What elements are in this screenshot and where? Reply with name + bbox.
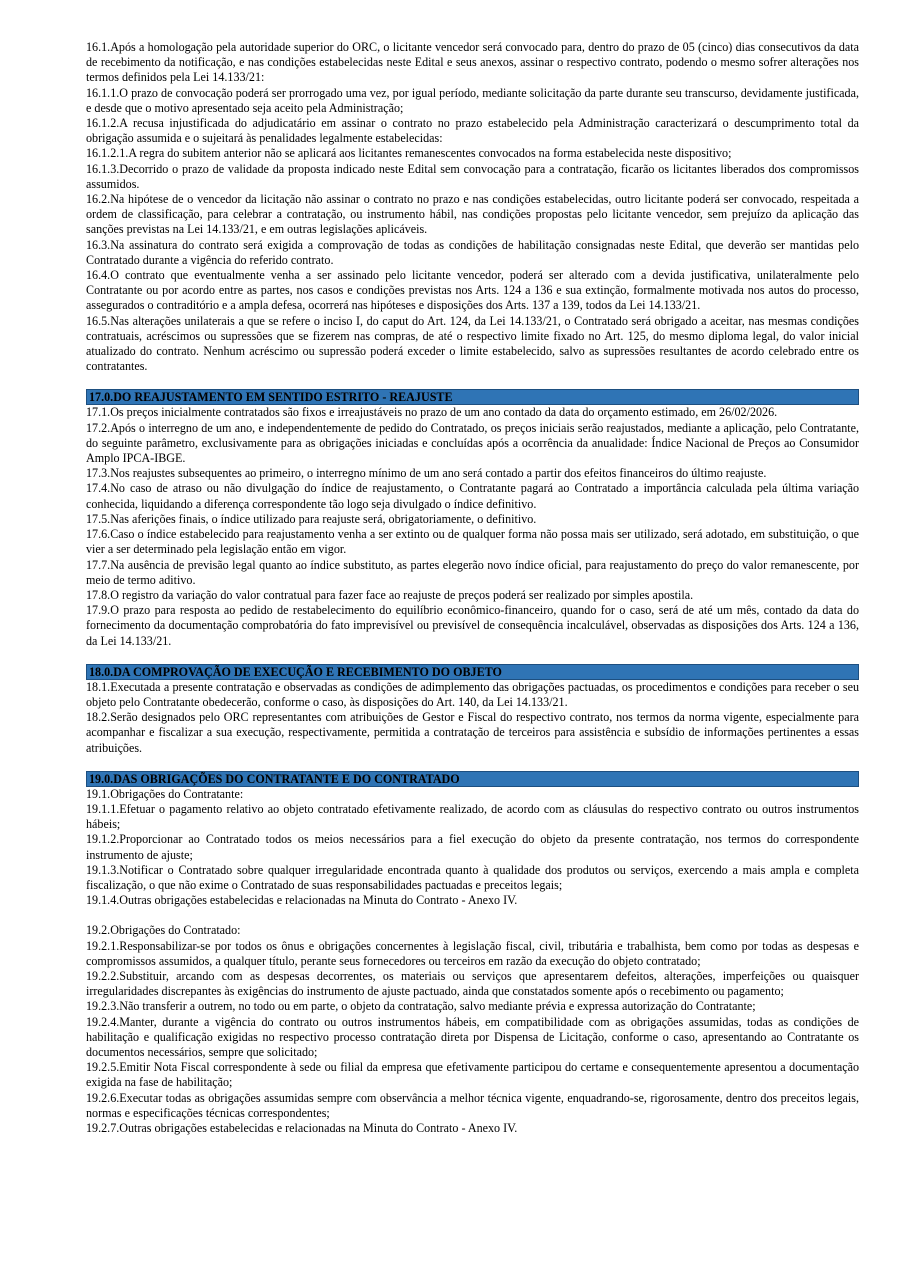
clause-17-5: 17.5.Nas aferições finais, o índice utilizado para reajuste será, obrigatoriamente, o definitivo. <box>86 511 537 526</box>
clause-16-1-3: 16.1.3.Decorrido o prazo de validade da proposta indicado neste Edital sem convocação para a contratação, ficarão os licitantes liberados dos compromissos assumidos. <box>86 161 859 191</box>
section-16 <box>86 40 859 374</box>
clause-19-2-4: 19.2.4.Manter, durante a vigência do contrato ou outros instrumentos hábeis, em compatibilidade com as obrigações assumidas, todas as condições de habilitação e qualificação exigidas no respectivo processo contratação direta por Dispensa de Licitação, conforme o caso, apresentando ao Contratante os documentos necessários, sempre que solicitado; <box>86 1014 859 1059</box>
clause-19-2-1: 19.2.1.Responsabilizar-se por todos os ônus e obrigações concernentes à legislação fiscal, civil, tributária e trabalhista, bem como por todas as despesas e compromissos assumidos, a qualquer título, perante seus fornecedores ou terceiros em razão da execução do objeto contratado; <box>86 938 859 968</box>
clause-17-8: 17.8.O registro da variação do valor contratual para fazer face ao reajuste de preços poderá ser realizado por simples apostila. <box>86 587 694 602</box>
clause-19-1: 19.1.Obrigações do Contratante: <box>86 786 244 801</box>
clause-19-2-7: 19.2.7.Outras obrigações estabelecidas e relacionadas na Minuta do Contrato - Anexo IV. <box>86 1121 518 1135</box>
clause-16-1-1: 16.1.1.O prazo de convocação poderá ser prorrogado uma vez, por igual período, mediante solicitação da parte durante seu transcurso, devidamente justificada, e desde que o motivo apresentado seja aceito pela Administração; <box>86 85 859 115</box>
clause-17-3: 17.3.Nos reajustes subsequentes ao primeiro, o interregno mínimo de um ano será contado a partir dos efeitos financeiros do último reajuste. <box>86 466 767 481</box>
clause-19-2: 19.2.Obrigações do Contratado: <box>86 923 241 938</box>
spacer <box>86 908 859 923</box>
clause-17-9: 17.9.O prazo para resposta ao pedido de restabelecimento do equilíbrio econômico-financeiro, quando for o caso, será de até um mês, contado da data do fornecimento da documentação comprobatória do fato imprevisível ou previsível de consequência incalculável, observadas as disposições dos Arts. 124 a 136, da Lei 14.133/21. <box>86 603 859 648</box>
clause-19-2-6: 19.2.6.Executar todas as obrigações assumidas sempre com observância a melhor técnica vigente, enquadrando-se, rigorosamente, dentro dos preceitos legais, normas e especificações técnicas correspondentes; <box>86 1090 859 1120</box>
clause-17-4: 17.4.No caso de atraso ou não divulgação do índice de reajustamento, o Contratante pagará ao Contratado a importância calculada pela última variação conhecida, liquidando a diferença correspondente tão logo seja divulgado o índice definitivo. <box>86 481 859 511</box>
clause-17-1: 17.1.Os preços inicialmente contratados são fixos e irreajustáveis no prazo de um ano contado da data do orçamento estimado, em 26/02/2026. <box>86 405 778 420</box>
clause-19-1-1: 19.1.1.Efetuar o pagamento relativo ao objeto contratado efetivamente realizado, de acordo com as cláusulas do respectivo contrato ou outros instrumentos hábeis; <box>86 801 859 832</box>
clause-17-2: 17.2.Após o interregno de um ano, e independentemente de pedido do Contratado, os preços iniciais serão reajustados, mediante a aplicação, pelo Contratante, do seguinte parâmetro, exclusivamente para as obrigações iniciadas e concluídas após a ocorrência da anualidade: Índice Nacional de Preços ao Consumidor Amplo IPCA-IBGE. <box>86 420 859 466</box>
clause-16-5: 16.5.Nas alterações unilaterais a que se refere o inciso I, do caput do Art. 124, da Lei 14.133/21, o Contratado será obrigado a aceitar, nas mesmas condições contratuais, acréscimos ou supressões que se fizerem nas compras, de até o respectivo limite fixado no Art. 125, do mesmo diploma legal, do valor inicial atualizado do contrato. Nenhum acréscimo ou supressão poderá exceder o limite estabelecido, salvo as supressões resultantes de acordo celebrado entre os contratantes. <box>86 313 859 374</box>
spacer <box>86 374 859 389</box>
spacer <box>86 649 859 664</box>
clause-19-1-3: 19.1.3.Notificar o Contratado sobre qualquer irregularidade encontrada quanto à qualidade dos produtos ou serviços, exercendo a mais ampla e completa fiscalização, o que não exime o Contratado de suas responsabilidades pactuadas e preceitos legais; <box>86 862 859 892</box>
clause-19-2-3: 19.2.3.Não transferir a outrem, no todo ou em parte, o objeto da contratação, salvo mediante prévia e expressa autorização do Contratante; <box>86 999 756 1014</box>
clause-16-1: 16.1.Após a homologação pela autoridade superior do ORC, o licitante vencedor será convocado para, dentro do prazo de 05 (cinco) dias consecutivos da data de recebimento da notificação, e nas condições estabelecidas neste Edital e seus anexos, assinar o respectivo contrato, podendo o mesmo sofrer alterações nos termos definidos pela Lei 14.133/21: <box>86 40 859 85</box>
spacer <box>86 756 859 771</box>
clause-19-2-2: 19.2.2.Substituir, arcando com as despesas decorrentes, os materiais ou serviços que apresentarem defeitos, alterações, imperfeições ou quaisquer irregularidades discrepantes às exigências do instrumento de ajuste pactuado, ainda que constatados somente após o recebimento ou pagamento; <box>86 968 859 999</box>
clause-17-7: 17.7.Na ausência de previsão legal quanto ao índice substituto, as partes elegerão novo índice oficial, para reajustamento do preço do valor remanescente, por meio de termo aditivo. <box>86 557 859 587</box>
clause-17-6: 17.6.Caso o índice estabelecido para reajustamento venha a ser extinto ou de qualquer forma não possa mais ser utilizado, será adotado, em substituição, o que vier a ser determinado pela legislação então em vigor. <box>86 527 859 557</box>
clause-18-1: 18.1.Executada a presente contratação e observadas as condições de adimplemento das obrigações pactuadas, os procedimentos e condições para receber o seu objeto pelo Contratante obedecerão, conforme o caso, às disposições do Art. 140, da Lei 14.133/21. <box>86 679 859 709</box>
section-18-heading: 18.0.DA COMPROVAÇÃO DE EXECUÇÃO E RECEBIMENTO DO OBJETO <box>86 664 859 680</box>
clause-16-4: 16.4.O contrato que eventualmente venha a ser assinado pelo licitante vencedor, poderá ser alterado com a devida justificativa, unilateralmente pelo Contratante ou por acordo entre as partes, nos casos e condições previstas nos Arts. 124 a 136 e sua extinção, formalmente motivada nos autos do processo, assegurados o contraditório e a ampla defesa, ocorrerá nas hipóteses e disposições dos Arts. 137 a 139, todos da Lei 14.133/21. <box>86 268 859 313</box>
clause-19-1-2: 19.1.2.Proporcionar ao Contratado todos os meios necessários para a fiel execução do objeto da presente contratação, nos termos do correspondente instrumento de ajuste; <box>86 832 859 862</box>
section-17-heading: 17.0.DO REAJUSTAMENTO EM SENTIDO ESTRITO - REAJUSTE <box>86 389 859 405</box>
clause-19-2-5: 19.2.5.Emitir Nota Fiscal correspondente à sede ou filial da empresa que efetivamente participou do certame e consequentemente apresentou a documentação exigida na fase de habilitação; <box>86 1060 859 1090</box>
section-17 <box>86 389 859 648</box>
clause-19-1-4: 19.1.4.Outras obrigações estabelecidas e relacionadas na Minuta do Contrato - Anexo IV. <box>86 893 518 908</box>
section-19-heading: 19.0.DAS OBRIGAÇÕES DO CONTRATANTE E DO CONTRATADO <box>86 771 859 787</box>
section-19 <box>86 771 859 1136</box>
clause-18-2: 18.2.Serão designados pelo ORC representantes com atribuições de Gestor e Fiscal do respectivo contrato, nos termos da norma vigente, especialmente para acompanhar e fiscalizar a sua execução, respectivamente, permitida a contratação de terceiros para assistência e subsídio de informações pertinentes a essas atribuições. <box>86 710 859 755</box>
section-18 <box>86 664 859 756</box>
clause-16-2: 16.2.Na hipótese de o vencedor da licitação não assinar o contrato no prazo e nas condições estabelecidas, outro licitante poderá ser convocado, respeitada a ordem de classificação, para celebrar a contratação, ou instrumento hábil, nas condições propostas pelo licitante vencedor, sem prejuízo da aplicação das sanções previstas na Lei 14.133/21, e em outras legislações aplicáveis. <box>86 192 859 237</box>
clause-16-3: 16.3.Na assinatura do contrato será exigida a comprovação de todas as condições de habilitação consignadas neste Edital, que deverão ser mantidas pelo Contratado durante a vigência do referido contrato. <box>86 237 859 267</box>
clause-16-1-2-1: 16.1.2.1.A regra do subitem anterior não se aplicará aos licitantes remanescentes convocados na forma estabelecida neste dispositivo; <box>86 146 732 161</box>
clause-16-1-2: 16.1.2.A recusa injustificada do adjudicatário em assinar o contrato no prazo estabelecido pela Administração caracterizará o descumprimento total da obrigação assumida e o sujeitará às penalidades legalmente estabelecidas: <box>86 116 859 146</box>
